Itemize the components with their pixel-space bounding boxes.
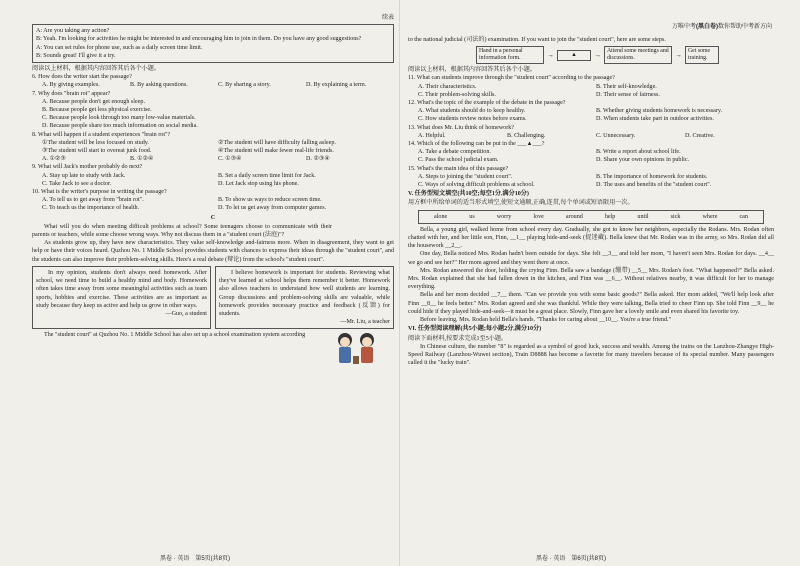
option: C. By sharing a story. (218, 82, 271, 89)
option: B. Because people get less physical exercise. (42, 107, 152, 114)
header-post: 数你帮助中考新方向 (717, 24, 772, 30)
word-box (418, 210, 764, 224)
dialogue-line: B: Yeah. I'm looking for activities he might be interested in and encouraging him to join in them. Do you have any good suggestions? (36, 36, 362, 43)
word: love (533, 213, 544, 220)
center-fold (399, 0, 400, 566)
reading-paragraph: In Chinese culture, the number "8" is regarded as a symbol of good luck, success and wealth. Among the trains on the Lanzhou-Zhangye High-Speed Railway (Lanzhou-Wuwei section), Train D8888 has become a favorite for many travelers because of its special number. Many passengers called it the "lucky train". (408, 343, 774, 367)
question-text: 10. What is the writer's purpose in writing the passage? (32, 189, 167, 196)
option: A. What students should do to keep healthy. (418, 108, 526, 115)
option: D. The uses and benefits of the "student court". (596, 182, 712, 189)
dialogue-box (32, 24, 394, 63)
dialogue-line: A: Are you taking any action? (36, 28, 110, 35)
option: B. The importance of homework for students. (596, 173, 708, 180)
statement: ③The student will start to overeat junk food. (42, 148, 152, 155)
arrow-right-icon: → (594, 51, 601, 60)
dialogue-line: A: You can set rules for phone use, such as a daily screen time limit. (36, 44, 203, 51)
section-heading: VI. 任务型阅读理解(共5小题;每小题2分,满分10分) (408, 326, 542, 333)
cloze-paragraph: One day, Bella noticed Mrs. Rodan hadn't been outside for days. She felt __3__ and told her mom, "I haven't seen Mrs. Rodan for days. __4__ we go and see her?" Her mom agreed and they went there at once. (408, 251, 774, 266)
question-text: 8. What will happen if a student experiences "brain rot"? (32, 131, 171, 138)
debate-boxes (32, 266, 394, 329)
cartoon-illustration (331, 330, 381, 370)
option: C. ①③④ (218, 156, 242, 163)
option: C. Take Jack to see a doctor. (42, 180, 112, 187)
option: B. By asking questions. (130, 82, 188, 89)
debate-signature: —Guo, a student (165, 310, 207, 317)
word: us (469, 213, 475, 220)
debate-signature: —Mr. Liu, a teacher (340, 319, 390, 326)
option: A. By giving examples. (42, 82, 100, 89)
header-pre: 万唯中考 (671, 24, 696, 30)
option: C. Pass the school judicial exam. (418, 157, 499, 164)
word: sick (670, 213, 681, 220)
flow-step-blank: ▲ (557, 50, 591, 61)
option: A. Their characteristics. (418, 83, 477, 90)
question-text: 7. Why does "brain rot" appear? (32, 90, 111, 97)
debate-text: I believe homework is important for students. Reviewing what they've learned at school helps them remember it better. Homework also allows teachers to understand how well students are learning. Group discussions and problem-solving skills are valuable, while homework provides necessary practice and feedback (反馈) for students. (219, 269, 390, 317)
dialogue-line: B: Sounds great! I'll give it a try. (36, 52, 116, 59)
word: alone (434, 213, 448, 220)
section-instructions: 用方框中所给单词的适当形式填空,使短文通顺,正确,连贯,每个单词或短语限用一次。 (408, 200, 634, 207)
passage-letter: C (210, 214, 216, 221)
passage-paragraph: The "student court" at Quzhou No. 1 Middle School has also set up a school examination system according (44, 332, 306, 339)
option: C. How students review notes before exams. (418, 116, 527, 123)
option: A. ①②③ (42, 156, 66, 163)
option: D. Their sense of fairness. (596, 91, 660, 98)
option: A. Take a debate competition. (418, 149, 491, 156)
question-12 (408, 99, 774, 124)
option: D. Because people share too much information on social media. (42, 123, 198, 130)
arrow-right-icon: → (675, 51, 682, 60)
instructions: 阅读以上材料，根据其内容回答其后各个小题。 (408, 67, 536, 74)
flow-step: Get some training. (685, 46, 719, 64)
option: C. Unnecessary. (596, 132, 636, 139)
option: C. Ways of solving difficult problems at school. (418, 182, 535, 189)
question-15 (408, 165, 774, 190)
option: B. Set a daily screen time limit for Jack. (218, 172, 316, 179)
option: B. ①②④ (130, 156, 154, 163)
statement: ④The student will make fewer real-life friends. (218, 148, 334, 155)
continued-label: 续表 (381, 15, 394, 21)
option: D. By explaining a term. (306, 82, 367, 89)
passage-continuation: to the national judicial (司法的) examination. If you want to join the "student court", here are some steps. (408, 37, 666, 43)
cloze-paragraph: Mrs. Rodan answered the door, holding the crying Finn. Bella saw a bandage (绷带) __5__ Mrs. Rodan's foot. "What happened?" Bella asked. Mrs. Rodan explained that she had fallen down in the kitchen, and Finn was __6__. Without relatives nearby, it was difficult for her to manage everything. (408, 267, 774, 291)
option: B. To show us ways to reduce screen time. (218, 197, 322, 204)
instructions: 阅读以上材料，根据其内容回答其后各个小题。 (32, 66, 160, 73)
question-text: 13. What does Mr. Liu think of homework? (408, 124, 515, 131)
option: C. Because people look through too many low-value materials. (42, 115, 196, 122)
question-11 (408, 74, 774, 99)
cloze-paragraph: Bella and her mom decided __7__ them. "Can we provide you with some basic goods?" Bella asked. Her mom added, "We'll help look after Finn __8__ he feels better." Mrs. Rodan agreed and she was thankful. While they were talking, Bella tried to cheer Finn up. She told Finn __9__ he could hide if they played hide-and-seek—it must be a great place. Slowly, Finn gave her a lovely smile and even shared his favorite toy. (408, 292, 774, 315)
word: where (702, 213, 718, 220)
option: D. To let us get away from computer games. (218, 205, 327, 212)
flow-step: Hand in a personal information form. (476, 46, 544, 64)
left-column (32, 14, 394, 340)
question-text: 14. Which of the following can be put in the ___▲___? (408, 141, 545, 148)
statement: ①The student will be less focused on study. (42, 139, 149, 146)
question-text: 9. What will Jack's mother probably do next? (32, 164, 143, 171)
option: B. Their self-knowledge. (596, 83, 657, 90)
option: C. To teach us the importance of health. (42, 205, 140, 212)
option: D. Let Jack stop using his phone. (218, 180, 299, 187)
section-heading: V. 任务型短文填空(共10空;每空1分,满分10分) (408, 191, 529, 198)
word: around (565, 213, 583, 220)
arrow-right-icon: → (547, 51, 554, 60)
question-8 (32, 131, 394, 164)
flow-step: Attend some meetings and discussions. (604, 46, 672, 64)
debate-box-student (32, 266, 211, 329)
page-header (672, 21, 772, 30)
cloze-paragraph: Bella, a young girl, walked home from school every day. Gradually, she got to know her neighbors, especially the Rodans. Mrs. Rodan often chatted with her, and her little son, Finn, __1__ playing hide-and-seek (捉迷藏). Bella knew that Mr. Rodan was in the army, so Mrs. Rodan did all the housework __2__. (408, 226, 774, 250)
debate-box-teacher (215, 266, 394, 329)
option: D. When students take part in outdoor activities. (596, 116, 714, 123)
section-instructions: 阅读下面材料,按要求完成1至5小题。 (408, 335, 508, 342)
question-7 (32, 90, 394, 131)
option: D. Share your own opinions in public. (596, 157, 690, 164)
header-brand: (黑白卷) (695, 24, 718, 30)
word: until (637, 213, 649, 220)
option: A. Stay up late to study with Jack. (42, 172, 126, 179)
word: help (604, 213, 616, 220)
word: can (739, 213, 748, 220)
option: A. Because people don't get enough sleep. (42, 98, 145, 105)
question-9 (32, 163, 394, 188)
question-text: 11. What can students improve through the "student court" according to the passage? (408, 75, 615, 82)
word: worry (496, 213, 512, 220)
question-text: 12. What's the topic of the example of the debate in the passage? (408, 100, 566, 107)
option: B. Challenging. (507, 132, 546, 139)
question-14 (408, 140, 774, 165)
steps-flowchart (476, 46, 774, 64)
page-footer-left: 黑卷 · 英语 第5页(共8页) (160, 556, 231, 562)
option: D. ②③④ (306, 156, 330, 163)
page-footer-right: 黑卷 · 英语 第6页(共8页) (536, 556, 607, 562)
passage-paragraph: As students grow up, they have new characteristics. They value self-knowledge and-fairness more. When in disagreement, they want to get help or have their voices heard. Quzhou No. 1 Middle School provides students with chances to express their ideas through the "student court", and the students can also improve their problem-solving skills. Here's a real debate (辩论) from the school's "student court". (32, 240, 394, 263)
question-13 (408, 124, 774, 140)
question-10 (32, 188, 394, 213)
question-text: 15. What's the main idea of this passage? (408, 165, 509, 172)
option: A. Helpful. (418, 132, 446, 139)
cloze-paragraph: Before leaving, Mrs. Rodan held Bella's hands. "Thanks for caring about __10__. You're a true friend." (420, 317, 672, 324)
option: A. To tell us to get away from "brain rot". (42, 197, 144, 204)
question-text: 6. How does the writer start the passage? (32, 74, 132, 81)
option: B. Whether giving students homework is necessary. (596, 108, 723, 115)
option: B. Write a report about school life. (596, 149, 681, 156)
option: D. Creative. (685, 132, 715, 139)
right-column (408, 36, 774, 367)
debate-text: In my opinion, students don't always need homework. After school, we need time to build a healthy mind and body. Homework often takes time away from some meaningful activities such as team sports, hobbies and exercise. These activities are as important as study because they keep us active and help us grow in other ways. (36, 269, 207, 309)
passage-paragraph: What will you do when meeting difficult problems at school? Some teenagers choose to communicate with their parents or teachers, while some choose wrong ways. Why not discuss them in a "student court (法庭)"? (32, 223, 332, 239)
option: A. Steps to joining the "student court". (418, 173, 513, 180)
statement: ②The student will have difficulty falling asleep. (218, 139, 336, 146)
question-6 (32, 73, 394, 89)
option: C. Their problem-solving skills. (418, 91, 496, 98)
